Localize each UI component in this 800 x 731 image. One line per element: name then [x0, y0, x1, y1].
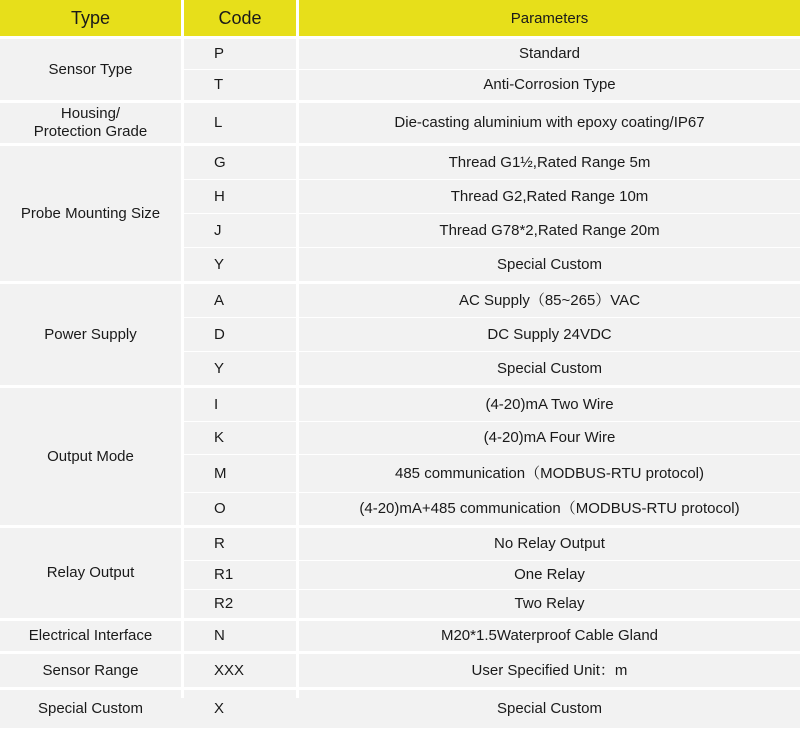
parameter-cell: (4-20)mA+485 communication（MODBUS-RTU protocol)	[359, 500, 740, 517]
code-cell: R2	[214, 595, 234, 612]
type-cell: Housing/ Protection Grade	[33, 105, 148, 140]
parameter-cell: Thread G1½,Rated Range 5m	[448, 153, 651, 171]
type-cell: Special Custom	[37, 700, 144, 717]
parameter-cell: No Relay Output	[494, 535, 605, 552]
header-parameters: Parameters	[510, 9, 589, 27]
parameter-cell: AC Supply（85~265）VAC	[458, 291, 641, 309]
column-divider	[181, 0, 184, 698]
parameter-cell: Anti-Corrosion Type	[483, 76, 616, 93]
parameter-cell: Two Relay	[514, 595, 585, 612]
header-type: Type	[70, 7, 111, 28]
code-cell: O	[214, 500, 226, 517]
parameter-cell: One Relay	[514, 566, 585, 583]
parameter-cell: Special Custom	[496, 255, 603, 273]
column-divider	[296, 0, 299, 698]
header-code: Code	[218, 7, 262, 28]
parameter-cell: (4-20)mA Four Wire	[483, 429, 616, 446]
parameter-cell: User Specified Unit：m	[471, 661, 628, 679]
parameter-cell: Die-casting aluminium with epoxy coating/IP67	[394, 114, 705, 131]
type-cell: Electrical Interface	[28, 627, 153, 644]
code-cell: X	[214, 700, 225, 717]
code-cell: G	[214, 153, 226, 171]
code-cell: H	[214, 187, 225, 205]
code-cell: Y	[214, 255, 225, 273]
code-cell: D	[214, 325, 225, 343]
code-cell: XXX	[214, 661, 245, 679]
parameter-cell: 485 communication（MODBUS-RTU protocol)	[395, 464, 704, 482]
parameter-cell: Standard	[519, 45, 580, 62]
code-cell: L	[214, 114, 223, 131]
code-cell: T	[214, 76, 224, 93]
table-header	[0, 0, 800, 36]
type-cell: Relay Output	[46, 564, 135, 581]
parameter-cell: Thread G2,Rated Range 10m	[450, 187, 649, 205]
parameter-cell: (4-20)mA Two Wire	[485, 395, 614, 413]
code-cell: R1	[214, 566, 234, 583]
code-cell: K	[214, 429, 225, 446]
code-cell: A	[214, 291, 225, 309]
parameter-cell: Special Custom	[496, 359, 603, 377]
type-cell: Output Mode	[47, 447, 134, 465]
type-cell: Probe Mounting Size	[20, 204, 161, 222]
code-cell: Y	[214, 359, 225, 377]
type-cell: Sensor Type	[48, 60, 133, 78]
parameter-cell: M20*1.5Waterproof Cable Gland	[440, 627, 659, 644]
parameter-cell: Special Custom	[496, 700, 603, 717]
parameter-cell: Thread G78*2,Rated Range 20m	[439, 221, 660, 239]
code-cell: N	[214, 627, 225, 644]
type-cell: Power Supply	[44, 325, 137, 343]
code-cell: P	[214, 45, 225, 62]
code-cell: R	[214, 535, 225, 552]
code-cell: I	[214, 395, 219, 413]
code-cell: M	[214, 464, 227, 482]
type-cell: Sensor Range	[42, 661, 139, 679]
code-cell: J	[214, 221, 222, 239]
parameter-cell: DC Supply 24VDC	[487, 325, 612, 343]
